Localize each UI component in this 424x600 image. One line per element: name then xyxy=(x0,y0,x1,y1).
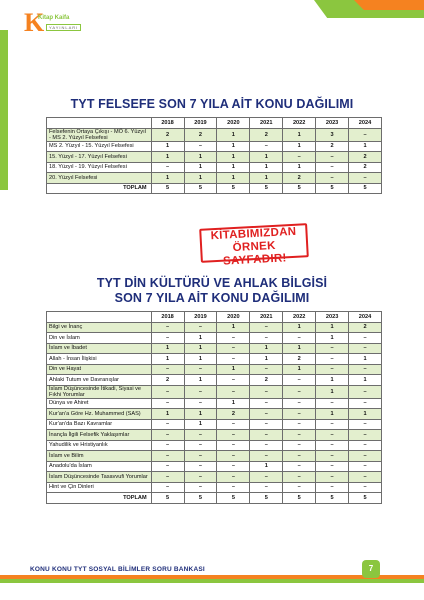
count-cell: 1 xyxy=(184,162,217,173)
count-cell: – xyxy=(283,333,316,344)
topic-cell: İnançla İlgili Felsefik Yaklaşımlar xyxy=(47,430,152,441)
count-cell: 1 xyxy=(184,375,217,386)
table2-header-row xyxy=(47,312,382,323)
count-cell: 1 xyxy=(151,354,184,365)
count-cell: 1 xyxy=(217,141,250,152)
table-row xyxy=(47,461,382,472)
count-cell: 1 xyxy=(151,141,184,152)
count-cell: – xyxy=(283,419,316,430)
topic-cell: Din ve İslam xyxy=(47,333,152,344)
count-cell: – xyxy=(250,451,283,462)
count-cell: 2 xyxy=(250,375,283,386)
count-cell: – xyxy=(349,472,382,483)
count-cell: – xyxy=(151,333,184,344)
count-cell: – xyxy=(184,440,217,451)
count-cell: – xyxy=(316,482,349,493)
count-cell: 1 xyxy=(250,354,283,365)
total-cell: 5 xyxy=(184,183,217,194)
total-cell: 5 xyxy=(316,183,349,194)
count-cell: 3 xyxy=(316,128,349,141)
topic-cell: 18. Yüzyıl - 19. Yüzyıl Felsefesi xyxy=(47,162,152,173)
count-cell: – xyxy=(217,333,250,344)
count-cell: – xyxy=(316,162,349,173)
total-row xyxy=(47,183,382,194)
count-cell: – xyxy=(349,461,382,472)
count-cell: – xyxy=(349,451,382,462)
count-cell: – xyxy=(217,451,250,462)
logo-name: Kitap Kaifa xyxy=(38,15,70,21)
total-cell: 5 xyxy=(151,183,184,194)
count-cell: 1 xyxy=(184,409,217,420)
count-cell: 2 xyxy=(217,409,250,420)
year-header: 2024 xyxy=(349,118,382,129)
table2-title-line1: TYT DİN KÜLTÜRÜ VE AHLAK BİLGİSİ xyxy=(96,276,328,290)
count-cell: 1 xyxy=(217,173,250,184)
table-row xyxy=(47,141,382,152)
corner-decoration xyxy=(314,0,424,18)
topic-cell: Ahlaki Tutum ve Davranışlar xyxy=(47,375,152,386)
count-cell: – xyxy=(250,482,283,493)
count-cell: – xyxy=(184,141,217,152)
total-cell: 5 xyxy=(283,493,316,504)
count-cell: – xyxy=(250,430,283,441)
table-row xyxy=(47,385,382,398)
table-row xyxy=(47,128,382,141)
table-row xyxy=(47,440,382,451)
logo-subtitle: YAYINLARI xyxy=(46,24,81,31)
count-cell: – xyxy=(184,385,217,398)
count-cell: – xyxy=(349,333,382,344)
count-cell: 1 xyxy=(349,141,382,152)
count-cell: – xyxy=(217,482,250,493)
count-cell: – xyxy=(283,385,316,398)
count-cell: – xyxy=(349,364,382,375)
count-cell: – xyxy=(151,322,184,333)
count-cell: 1 xyxy=(217,128,250,141)
count-cell: – xyxy=(184,364,217,375)
count-cell: 1 xyxy=(151,409,184,420)
topic-cell: İslam ve Bilim xyxy=(47,451,152,462)
total-cell: 5 xyxy=(316,493,349,504)
count-cell: – xyxy=(151,398,184,409)
count-cell: 1 xyxy=(184,419,217,430)
table-row xyxy=(47,430,382,441)
stamp-line1: KİTABIMIZDAN xyxy=(210,225,297,243)
count-cell: – xyxy=(250,385,283,398)
topic-cell: İslam Düşüncesinde Tasavvufi Yorumlar xyxy=(47,472,152,483)
count-cell: 1 xyxy=(349,354,382,365)
table1-corner-cell xyxy=(47,118,152,129)
count-cell: – xyxy=(316,354,349,365)
count-cell: – xyxy=(184,430,217,441)
count-cell: – xyxy=(349,128,382,141)
count-cell: 2 xyxy=(250,128,283,141)
count-cell: 1 xyxy=(283,162,316,173)
table-row xyxy=(47,482,382,493)
total-cell: 5 xyxy=(250,183,283,194)
count-cell: 1 xyxy=(217,398,250,409)
count-cell: – xyxy=(250,440,283,451)
table2-corner-cell xyxy=(47,312,152,323)
table1-header-row xyxy=(47,118,382,129)
table2 xyxy=(46,311,382,504)
count-cell: – xyxy=(217,385,250,398)
footer-bar xyxy=(0,575,424,583)
year-header: 2018 xyxy=(151,312,184,323)
count-cell: – xyxy=(184,398,217,409)
count-cell: – xyxy=(151,385,184,398)
stamp-line2: ÖRNEK SAYFADIR! xyxy=(222,239,287,268)
count-cell: – xyxy=(316,419,349,430)
count-cell: – xyxy=(349,430,382,441)
count-cell: 1 xyxy=(217,152,250,163)
count-cell: 1 xyxy=(283,364,316,375)
count-cell: – xyxy=(151,461,184,472)
count-cell: – xyxy=(151,482,184,493)
total-label: TOPLAM xyxy=(47,493,152,504)
year-header: 2021 xyxy=(250,312,283,323)
count-cell: – xyxy=(316,440,349,451)
count-cell: 1 xyxy=(316,375,349,386)
count-cell: – xyxy=(283,482,316,493)
count-cell: – xyxy=(349,343,382,354)
count-cell: – xyxy=(217,375,250,386)
count-cell: 2 xyxy=(151,375,184,386)
topic-cell: Kur'an'a Göre Hz. Muhammed (SAS) xyxy=(47,409,152,420)
table-row xyxy=(47,364,382,375)
count-cell: – xyxy=(250,472,283,483)
count-cell: – xyxy=(217,472,250,483)
table2-title-line2: SON 7 YILA AİT KONU DAĞILIMI xyxy=(114,291,310,305)
count-cell: – xyxy=(184,451,217,462)
year-header: 2020 xyxy=(217,118,250,129)
count-cell: – xyxy=(316,451,349,462)
topic-cell: Felsefenin Ortaya Çıkışı - MÖ 6. Yüzyıl - MS 2. Yüzyıl Felsefesi xyxy=(47,128,152,141)
topic-cell: 20. Yüzyıl Felsefesi xyxy=(47,173,152,184)
count-cell: – xyxy=(151,472,184,483)
topic-cell: Bilgi ve İnanç xyxy=(47,322,152,333)
count-cell: – xyxy=(316,430,349,441)
count-cell: – xyxy=(184,322,217,333)
count-cell: 1 xyxy=(250,162,283,173)
publisher-logo xyxy=(24,10,80,38)
count-cell: – xyxy=(316,461,349,472)
count-cell: 1 xyxy=(217,162,250,173)
count-cell: – xyxy=(283,430,316,441)
count-cell: 1 xyxy=(283,141,316,152)
count-cell: – xyxy=(217,419,250,430)
count-cell: – xyxy=(316,152,349,163)
topic-cell: Allah - İnsan İlişkisi xyxy=(47,354,152,365)
count-cell: – xyxy=(217,343,250,354)
count-cell: 2 xyxy=(283,173,316,184)
count-cell: 1 xyxy=(283,322,316,333)
count-cell: – xyxy=(151,451,184,462)
topic-cell: Din ve Hayat xyxy=(47,364,152,375)
count-cell: – xyxy=(217,461,250,472)
count-cell: – xyxy=(283,375,316,386)
count-cell: 1 xyxy=(316,322,349,333)
table-row xyxy=(47,375,382,386)
table-row xyxy=(47,173,382,184)
count-cell: 1 xyxy=(250,343,283,354)
year-header: 2020 xyxy=(217,312,250,323)
count-cell: – xyxy=(151,419,184,430)
count-cell: 1 xyxy=(316,385,349,398)
table-row xyxy=(47,162,382,173)
table-row xyxy=(47,419,382,430)
topic-cell: İslam ve İbadet xyxy=(47,343,152,354)
count-cell: – xyxy=(217,440,250,451)
count-cell: – xyxy=(349,419,382,430)
total-row xyxy=(47,493,382,504)
year-header: 2022 xyxy=(283,312,316,323)
count-cell: – xyxy=(283,440,316,451)
count-cell: – xyxy=(250,409,283,420)
table-row xyxy=(47,333,382,344)
table-row xyxy=(47,409,382,420)
count-cell: – xyxy=(217,354,250,365)
count-cell: 2 xyxy=(349,152,382,163)
count-cell: 1 xyxy=(316,333,349,344)
total-cell: 5 xyxy=(349,493,382,504)
count-cell: 1 xyxy=(151,152,184,163)
count-cell: 1 xyxy=(184,173,217,184)
total-cell: 5 xyxy=(283,183,316,194)
count-cell: 1 xyxy=(283,343,316,354)
table-row xyxy=(47,343,382,354)
table-row xyxy=(47,152,382,163)
topic-cell: İslam Düşüncesinde İtikadi, Siyasi ve Fıkhi Yorumlar xyxy=(47,385,152,398)
count-cell: – xyxy=(217,430,250,441)
topic-cell: MS 2. Yüzyıl - 15. Yüzyıl Felsefesi xyxy=(47,141,152,152)
count-cell: 1 xyxy=(283,128,316,141)
count-cell: 2 xyxy=(283,354,316,365)
count-cell: – xyxy=(184,472,217,483)
count-cell: – xyxy=(283,451,316,462)
count-cell: – xyxy=(184,461,217,472)
total-cell: 5 xyxy=(250,493,283,504)
topic-cell: Kur'an'da Bazı Kavramlar xyxy=(47,419,152,430)
total-cell: 5 xyxy=(217,183,250,194)
topic-cell: Dünya ve Ahiret xyxy=(47,398,152,409)
year-header: 2023 xyxy=(316,312,349,323)
count-cell: – xyxy=(283,398,316,409)
topic-cell: 15. Yüzyıl - 17. Yüzyıl Felsefesi xyxy=(47,152,152,163)
count-cell: – xyxy=(151,162,184,173)
year-header: 2019 xyxy=(184,312,217,323)
count-cell: – xyxy=(151,364,184,375)
table-row xyxy=(47,451,382,462)
count-cell: – xyxy=(316,472,349,483)
count-cell: – xyxy=(283,152,316,163)
count-cell: – xyxy=(316,173,349,184)
total-label: TOPLAM xyxy=(47,183,152,194)
count-cell: – xyxy=(316,398,349,409)
count-cell: – xyxy=(184,482,217,493)
count-cell: – xyxy=(316,343,349,354)
total-cell: 5 xyxy=(184,493,217,504)
year-header: 2018 xyxy=(151,118,184,129)
topic-cell: Anadolu'da İslam xyxy=(47,461,152,472)
count-cell: 2 xyxy=(349,162,382,173)
count-cell: 1 xyxy=(349,375,382,386)
count-cell: – xyxy=(349,385,382,398)
count-cell: – xyxy=(250,398,283,409)
count-cell: 1 xyxy=(184,354,217,365)
count-cell: 2 xyxy=(316,141,349,152)
topic-cell: Hint ve Çin Dinleri xyxy=(47,482,152,493)
count-cell: – xyxy=(283,461,316,472)
count-cell: – xyxy=(250,333,283,344)
count-cell: – xyxy=(250,419,283,430)
count-cell: 1 xyxy=(151,343,184,354)
total-cell: 5 xyxy=(217,493,250,504)
year-header: 2023 xyxy=(316,118,349,129)
total-cell: 5 xyxy=(349,183,382,194)
year-header: 2024 xyxy=(349,312,382,323)
total-cell: 5 xyxy=(151,493,184,504)
count-cell: 1 xyxy=(250,173,283,184)
topic-cell: Yahudilik ve Hristiyanlık xyxy=(47,440,152,451)
count-cell: 1 xyxy=(184,343,217,354)
year-header: 2019 xyxy=(184,118,217,129)
table1 xyxy=(46,117,382,194)
count-cell: – xyxy=(283,472,316,483)
count-cell: 1 xyxy=(316,409,349,420)
count-cell: 2 xyxy=(151,128,184,141)
count-cell: 1 xyxy=(184,152,217,163)
count-cell: 1 xyxy=(151,173,184,184)
year-header: 2022 xyxy=(283,118,316,129)
year-header: 2021 xyxy=(250,118,283,129)
count-cell: 2 xyxy=(184,128,217,141)
count-cell: 1 xyxy=(349,409,382,420)
count-cell: 1 xyxy=(250,152,283,163)
table1-title: TYT FELSEFE SON 7 YILA AİT KONU DAĞILIMI xyxy=(70,97,354,111)
count-cell: – xyxy=(151,430,184,441)
count-cell: – xyxy=(283,409,316,420)
table-row xyxy=(47,398,382,409)
count-cell: – xyxy=(349,173,382,184)
footer-book-title: KONU KONU TYT SOSYAL BİLİMLER SORU BANKASI xyxy=(30,566,205,573)
count-cell: 1 xyxy=(217,364,250,375)
count-cell: 1 xyxy=(184,333,217,344)
page-number: 7 xyxy=(362,560,380,578)
count-cell: – xyxy=(250,364,283,375)
sample-page-stamp xyxy=(199,223,309,268)
count-cell: – xyxy=(250,141,283,152)
count-cell: 1 xyxy=(250,461,283,472)
table-row xyxy=(47,472,382,483)
count-cell: – xyxy=(349,440,382,451)
table-row xyxy=(47,354,382,365)
count-cell: 1 xyxy=(217,322,250,333)
logo-letter: K xyxy=(24,8,45,37)
count-cell: – xyxy=(349,482,382,493)
count-cell: – xyxy=(151,440,184,451)
table-row xyxy=(47,322,382,333)
count-cell: – xyxy=(349,398,382,409)
count-cell: 2 xyxy=(349,322,382,333)
count-cell: – xyxy=(250,322,283,333)
count-cell: – xyxy=(316,364,349,375)
